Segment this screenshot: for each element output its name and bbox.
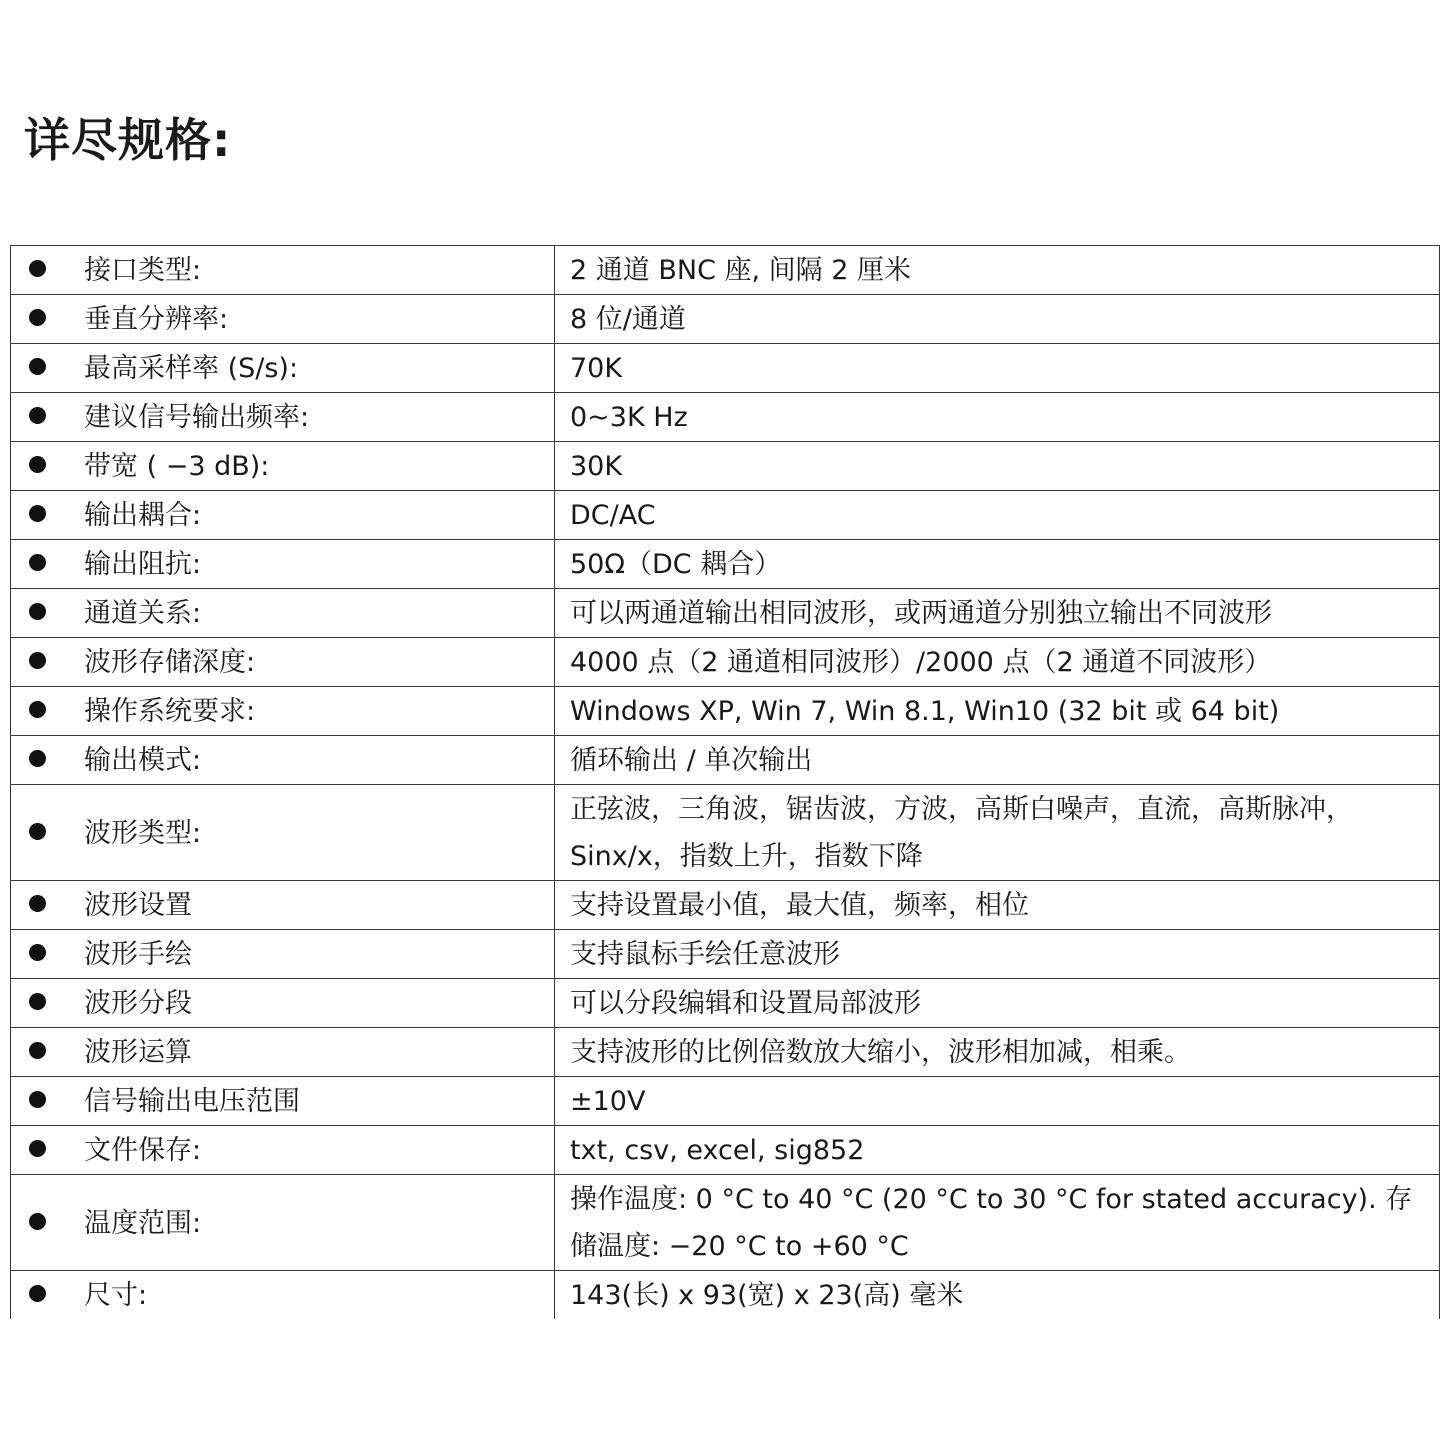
spec-label: 输出模式: (84, 745, 202, 776)
spec-label-cell (11, 881, 555, 930)
spec-value-line-2: 储温度: −20 °C to +60 °C (570, 1230, 909, 1262)
bullet-icon (29, 456, 46, 473)
spec-value-cell (555, 295, 1440, 344)
spec-label: 波形设置 (84, 890, 192, 921)
spec-label: 操作系统要求: (84, 696, 256, 727)
bullet-icon (29, 895, 46, 912)
spec-label-cell (11, 540, 555, 589)
spec-label: 带宽 ( −3 dB): (84, 451, 270, 482)
spec-label-cell (11, 1028, 555, 1077)
spec-value-cell (555, 344, 1440, 393)
bullet-icon (29, 505, 46, 522)
spec-value: 8 位/通道 (570, 303, 686, 335)
spec-label: 信号输出电压范围 (84, 1086, 300, 1117)
spec-label-cell (11, 1271, 555, 1320)
spec-value-cell (555, 1175, 1440, 1271)
spec-value: 50Ω（DC 耦合） (570, 548, 782, 580)
spec-row (11, 687, 1440, 736)
spec-label-cell (11, 442, 555, 491)
bullet-icon (29, 1091, 46, 1108)
spec-row (11, 881, 1440, 930)
spec-value-cell (555, 1077, 1440, 1126)
spec-label-cell (11, 491, 555, 540)
spec-row (11, 638, 1440, 687)
spec-value: 支持波形的比例倍数放大缩小，波形相加减，相乘。 (570, 1036, 1191, 1068)
spec-value: Windows XP, Win 7, Win 8.1, Win10 (32 bit 或 64 bit) (570, 695, 1280, 727)
spec-value-cell (555, 589, 1440, 638)
spec-label: 最高采样率 (S/s): (84, 353, 299, 384)
spec-label-cell (11, 1175, 555, 1271)
spec-value-cell (555, 638, 1440, 687)
page-title: 详尽规格: (24, 113, 232, 167)
spec-label: 温度范围: (84, 1207, 202, 1239)
spec-row (11, 344, 1440, 393)
spec-label: 文件保存: (84, 1135, 202, 1166)
spec-label-cell (11, 393, 555, 442)
spec-value: DC/AC (570, 499, 656, 531)
spec-label: 尺寸: (84, 1280, 148, 1311)
bullet-icon (29, 750, 46, 767)
spec-label: 输出阻抗: (84, 549, 202, 580)
bullet-icon (29, 823, 46, 840)
bullet-icon (29, 1213, 46, 1230)
spec-row (11, 930, 1440, 979)
spec-value-cell (555, 979, 1440, 1028)
spec-label-cell (11, 930, 555, 979)
spec-row (11, 589, 1440, 638)
spec-row (11, 1175, 1440, 1271)
spec-label-cell (11, 736, 555, 785)
spec-label-cell (11, 295, 555, 344)
spec-value: 可以分段编辑和设置局部波形 (570, 987, 921, 1019)
spec-row (11, 1077, 1440, 1126)
spec-label: 建议信号输出频率: (84, 402, 310, 433)
spec-value-cell (555, 930, 1440, 979)
bullet-icon (29, 1285, 46, 1302)
spec-value-cell (555, 785, 1440, 881)
spec-value: txt, csv, excel, sig852 (570, 1134, 865, 1166)
spec-value-cell (555, 393, 1440, 442)
spec-label: 波形存储深度: (84, 647, 256, 678)
spec-row (11, 736, 1440, 785)
spec-row (11, 393, 1440, 442)
spec-value-cell (555, 1028, 1440, 1077)
spec-row (11, 979, 1440, 1028)
bullet-icon (29, 603, 46, 620)
bullet-icon (29, 1140, 46, 1157)
bullet-icon (29, 993, 46, 1010)
bullet-icon (29, 260, 46, 277)
spec-value-cell (555, 687, 1440, 736)
spec-value-cell (555, 736, 1440, 785)
spec-label-cell (11, 687, 555, 736)
spec-value: 支持鼠标手绘任意波形 (570, 938, 840, 970)
spec-label: 波形运算 (84, 1037, 192, 1068)
spec-value: 0~3K Hz (570, 401, 688, 433)
spec-row (11, 540, 1440, 589)
bullet-icon (29, 554, 46, 571)
spec-row (11, 246, 1440, 295)
spec-value-line-2: Sinx/x，指数上升，指数下降 (570, 840, 923, 872)
spec-row (11, 1028, 1440, 1077)
spec-label: 波形手绘 (84, 939, 192, 970)
spec-label-cell (11, 785, 555, 881)
bullet-icon (29, 309, 46, 326)
spec-label: 垂直分辨率: (84, 304, 229, 335)
spec-row (11, 442, 1440, 491)
spec-value-cell (555, 1271, 1440, 1320)
spec-table (10, 245, 1440, 1319)
spec-row (11, 295, 1440, 344)
spec-value: 143(长) x 93(宽) x 23(高) 毫米 (570, 1279, 964, 1311)
spec-value-cell (555, 246, 1440, 295)
spec-label-cell (11, 589, 555, 638)
spec-label-cell (11, 638, 555, 687)
spec-label-cell (11, 1077, 555, 1126)
spec-value: 循环输出 / 单次输出 (570, 744, 813, 776)
spec-value: 30K (570, 450, 623, 482)
bullet-icon (29, 701, 46, 718)
bullet-icon (29, 1042, 46, 1059)
spec-row (11, 1271, 1440, 1320)
bullet-icon (29, 358, 46, 375)
spec-value-cell (555, 491, 1440, 540)
spec-label: 波形分段 (84, 988, 192, 1019)
spec-label-cell (11, 1126, 555, 1175)
spec-label: 通道关系: (84, 598, 202, 629)
spec-label: 输出耦合: (84, 500, 202, 531)
spec-value-cell (555, 881, 1440, 930)
spec-value-cell (555, 540, 1440, 589)
spec-value: 70K (570, 352, 623, 384)
spec-row (11, 491, 1440, 540)
spec-value-cell (555, 442, 1440, 491)
spec-value: ±10V (570, 1085, 646, 1117)
spec-row (11, 1126, 1440, 1175)
bullet-icon (29, 407, 46, 424)
spec-value: 2 通道 BNC 座, 间隔 2 厘米 (570, 254, 912, 286)
spec-row (11, 785, 1440, 881)
spec-table-body (11, 246, 1440, 1320)
spec-value: 4000 点（2 通道相同波形）/2000 点（2 通道不同波形） (570, 646, 1272, 678)
spec-label: 接口类型: (84, 255, 202, 286)
spec-value-cell (555, 1126, 1440, 1175)
bullet-icon (29, 652, 46, 669)
spec-value: 支持设置最小值，最大值，频率，相位 (570, 889, 1029, 921)
spec-value: 可以两通道输出相同波形，或两通道分别独立输出不同波形 (570, 597, 1272, 629)
spec-value-line-1: 操作温度: 0 °C to 40 °C (20 °C to 30 °C for stated accuracy). 存 (570, 1183, 1413, 1215)
spec-value-line-1: 正弦波，三角波，锯齿波，方波，高斯白噪声，直流，高斯脉冲， (570, 793, 1353, 825)
spec-label-cell (11, 344, 555, 393)
bullet-icon (29, 944, 46, 961)
spec-label: 波形类型: (84, 817, 202, 849)
spec-label-cell (11, 979, 555, 1028)
spec-label-cell (11, 246, 555, 295)
